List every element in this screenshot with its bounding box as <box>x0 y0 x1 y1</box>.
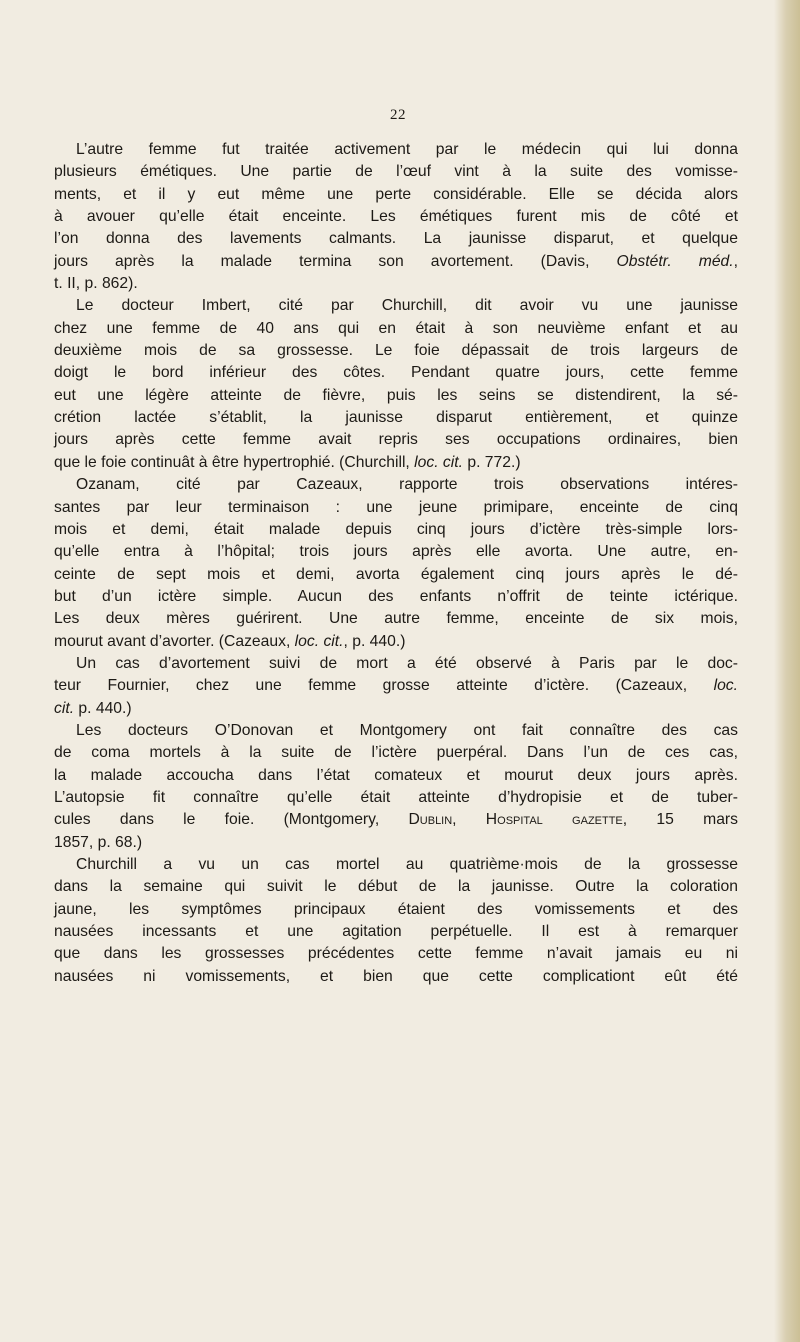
text-run: l’on donna des lavements calmants. La jaunisse disparut, et quelque <box>54 230 738 248</box>
text-run: L’autre femme fut traitée activement par le médecin qui lui donna <box>76 141 738 158</box>
text-run: , 15 mars <box>622 811 738 829</box>
paragraph <box>54 295 738 474</box>
text-line <box>54 251 738 273</box>
page-number: 22 <box>390 107 406 123</box>
text-run: que dans les grossesses précédentes cette femme n’avait jamais eu ni <box>54 945 738 963</box>
text-run: Dublin, Hospital gazette <box>408 811 623 829</box>
text-run: la malade accoucha dans l’état comateux et mourut deux jours après. <box>54 766 738 784</box>
text-line <box>54 161 738 183</box>
text-run: mois et demi, était malade depuis cinq jours d’ictère très-simple lors- <box>54 520 738 538</box>
text-run: que le foie continuât à être hypertrophié. (Churchill, <box>54 453 415 471</box>
text-run: p. 772.) <box>462 453 521 471</box>
text-run: teur Fournier, chez une femme grosse atteinte d’ictère. (Cazeaux, <box>54 677 714 695</box>
text-run: but d’un ictère simple. Aucun des enfants n’offrit de teinte ictérique. <box>54 587 738 605</box>
text-run: loc. cit. <box>294 632 344 650</box>
paragraph <box>54 474 738 653</box>
text-line <box>54 139 738 161</box>
text-line <box>54 653 738 675</box>
text-run: t. II, p. 862). <box>54 275 138 293</box>
text-line <box>54 273 738 295</box>
text-line <box>54 876 738 898</box>
text-line <box>54 564 738 586</box>
text-run: à avouer qu’elle était enceinte. Les émétiques furent mis de côté et <box>54 208 738 226</box>
text-run: nausées ni vomissements, et bien que cette complicationt eût été <box>54 967 738 985</box>
text-line <box>54 228 738 250</box>
text-run: cit. <box>54 699 75 717</box>
text-run: jours après la malade termina son avortement. (Davis, <box>54 252 617 270</box>
text-run: qu’elle entra à l’hôpital; trois jours après elle avorta. Une autre, en- <box>54 543 738 561</box>
text-line <box>54 452 738 474</box>
text-line <box>54 943 738 965</box>
text-run: Churchill a vu un cas mortel au quatrième·mois de la grossesse <box>76 856 738 873</box>
text-line <box>54 742 738 764</box>
body-text <box>54 139 738 988</box>
paragraph <box>54 653 738 720</box>
text-run: nausées incessants et une agitation perpétuelle. Il est à remarquer <box>54 923 738 941</box>
text-line <box>54 631 738 653</box>
text-run: plusieurs émétiques. Une partie de l’œuf vint à la suite des vomisse- <box>54 163 738 181</box>
text-run: deuxième mois de sa grossesse. Le foie dépassait de trois largeurs de <box>54 342 738 360</box>
paragraph <box>54 139 738 295</box>
text-line <box>54 966 738 988</box>
text-line <box>54 809 738 831</box>
text-line <box>54 184 738 206</box>
text-run: Le docteur Imbert, cité par Churchill, dit avoir vu une jaunisse <box>76 297 738 315</box>
text-line <box>54 318 738 340</box>
text-run: de coma mortels à la suite de l’ictère puerpéral. Dans l’un de ces cas, <box>54 744 738 762</box>
text-line <box>54 899 738 921</box>
text-run: mourut avant d’avorter. (Cazeaux, <box>54 632 295 650</box>
text-run: Les deux mères guérirent. Une autre femme, enceinte de six mois, <box>54 610 738 628</box>
text-run: ceinte de sept mois et demi, avorta également cinq jours après le dé- <box>54 565 738 583</box>
text-line <box>54 541 738 563</box>
paragraph <box>54 854 738 988</box>
text-run: loc. <box>713 677 738 695</box>
text-line <box>54 787 738 809</box>
text-line <box>54 407 738 429</box>
text-run: Obstétr. méd. <box>616 252 734 270</box>
text-line <box>54 519 738 541</box>
text-run: eut une légère atteinte de fièvre, puis les seins se distendirent, la sé- <box>54 386 738 404</box>
text-line <box>54 720 738 742</box>
text-run: santes par leur terminaison : une jeune primipare, enceinte de cinq <box>54 498 738 516</box>
paragraph <box>54 720 738 854</box>
text-line <box>54 295 738 317</box>
text-line <box>54 675 738 697</box>
text-run: ments, et il y eut même une perte considérable. Elle se décida alors <box>54 185 738 203</box>
text-run: chez une femme de 40 ans qui en était à son neuvième enfant et au <box>54 319 738 337</box>
text-run: crétion lactée s’établit, la jaunisse disparut entièrement, et quinze <box>54 409 738 427</box>
text-run: Un cas d’avortement suivi de mort a été observé à Paris par le doc- <box>76 654 738 672</box>
text-line <box>54 608 738 630</box>
page-edge-shadow <box>774 0 800 1342</box>
text-run: p. 440.) <box>74 699 132 717</box>
text-run: dans la semaine qui suivit le début de la jaunisse. Outre la coloration <box>54 878 738 896</box>
text-run: jours après cette femme avait repris ses occupations ordinaires, bien <box>54 431 738 449</box>
text-line <box>54 586 738 608</box>
text-line <box>54 385 738 407</box>
text-line <box>54 497 738 519</box>
text-line <box>54 698 738 720</box>
text-run: doigt le bord inférieur des côtes. Pendant quatre jours, cette femme <box>54 364 738 382</box>
text-run: Ozanam, cité par Cazeaux, rapporte trois observations intéres- <box>76 476 738 494</box>
text-line <box>54 765 738 787</box>
text-run: , <box>733 252 738 270</box>
text-run: 1857, p. 68.) <box>54 833 143 851</box>
text-line <box>54 429 738 451</box>
text-line <box>54 362 738 384</box>
text-run: loc. cit. <box>414 453 463 471</box>
text-run: Les docteurs O’Donovan et Montgomery ont fait connaître des cas <box>76 721 738 739</box>
text-run: cules dans le foie. (Montgomery, <box>54 811 409 829</box>
text-run: L’autopsie fit connaître qu’elle était atteinte d’hydropisie et de tuber- <box>54 788 738 806</box>
text-line <box>54 474 738 496</box>
text-line <box>54 340 738 362</box>
text-line <box>54 206 738 228</box>
text-line <box>54 854 738 876</box>
text-line <box>54 832 738 854</box>
text-run: jaune, les symptômes principaux étaient des vomissements et des <box>54 900 738 918</box>
text-run: , p. 440.) <box>343 632 406 650</box>
text-line <box>54 921 738 943</box>
